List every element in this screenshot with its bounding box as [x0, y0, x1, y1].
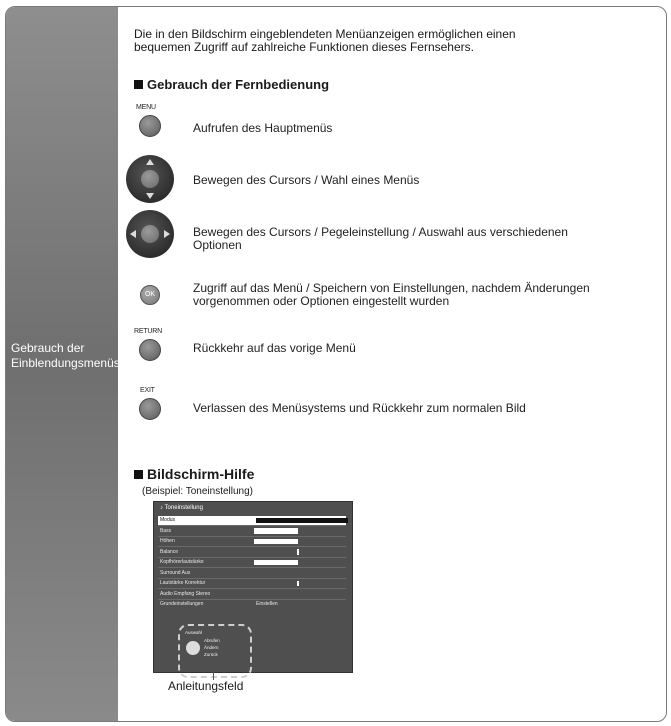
intro-line1: Die in den Bildschirm eingeblendeten Menüanzeigen ermöglichen einen	[134, 27, 516, 41]
dpad-leftright-line1: Bewegen des Cursors / Pegeleinstellung / Auswahl aus verschiedenen	[193, 225, 568, 239]
dpad-up-down-icon	[126, 155, 174, 203]
exit-button-label: EXIT	[140, 387, 155, 394]
exit-button-icon	[139, 398, 161, 420]
guide-line: Ändern	[204, 645, 219, 650]
tv-row-label: Höhen	[160, 538, 175, 544]
sidebar-title-line2: Einblendungsmenüs	[11, 356, 120, 370]
section-title: Gebrauch der Fernbedienung	[147, 77, 330, 92]
guide-box	[178, 624, 252, 678]
tv-row-grundeinstellungen	[158, 600, 346, 609]
tv-screen-example	[153, 501, 353, 673]
exit-description: Verlassen des Menüsystems und Rückkehr zum normalen Bild	[193, 401, 526, 415]
tv-row-value-bar	[256, 518, 348, 524]
tv-level-bar	[254, 528, 298, 534]
ok-line1: Zugriff auf das Menü / Speichern von Einstellungen, nachdem Änderungen	[193, 281, 590, 295]
tv-row-modus	[158, 516, 346, 525]
tv-balance-marker	[297, 549, 299, 555]
section-heading-help	[134, 466, 254, 482]
guide-line: Zurück	[204, 652, 218, 657]
tv-row-kopfhoerer	[158, 558, 346, 567]
tv-row-hoehen	[158, 537, 346, 546]
intro-text	[134, 28, 614, 54]
dpad-leftright-line2: Optionen	[193, 238, 242, 252]
tv-level-marker	[297, 581, 299, 587]
tv-menu-title: ♪ Toneinstellung	[160, 505, 203, 511]
dpad-updown-description: Bewegen des Cursors / Wahl eines Menüs	[193, 173, 420, 187]
tv-row-bass	[158, 527, 346, 536]
return-button-label: RETURN	[134, 328, 162, 335]
intro-line2: bequemen Zugriff auf zahlreiche Funktionen dieses Fernsehers.	[134, 40, 474, 54]
bullet-square-icon	[134, 470, 143, 479]
return-button-icon	[139, 339, 161, 361]
guide-line: Auswahl	[185, 630, 203, 635]
tv-row-surround	[158, 569, 346, 578]
menu-button-icon	[139, 115, 161, 137]
return-description: Rückkehr auf das vorige Menü	[193, 341, 356, 355]
section-heading-remote	[134, 77, 329, 92]
tv-row-value: Einstellen	[256, 601, 278, 607]
guide-caption: Anleitungsfeld	[168, 679, 244, 693]
tv-row-label: Bass	[160, 527, 172, 534]
tv-row-audio	[158, 590, 346, 599]
section-subtitle: (Beispiel: Toneinstellung)	[142, 486, 253, 497]
dpad-left-right-icon	[126, 210, 174, 258]
tv-row-lautstaerke	[158, 579, 346, 588]
tv-row-label: Surround Aus	[160, 569, 191, 576]
sidebar-title-line1: Gebrauch der	[11, 341, 85, 355]
tv-row-balance	[158, 548, 346, 557]
ok-button-icon: OK	[140, 285, 160, 305]
sidebar-title	[11, 341, 120, 371]
guide-line: Abrufen	[204, 638, 220, 643]
page-frame	[5, 6, 667, 722]
tv-row-label: Modus	[160, 517, 176, 523]
tv-row-label: Grundeinstellungen	[160, 601, 204, 607]
tv-row-label: Kopfhörerlautstärke	[160, 559, 204, 565]
section-title: Bildschirm-Hilfe	[147, 466, 255, 482]
sidebar	[6, 7, 118, 721]
ok-line2: vorgenommen oder Optionen eingestellt wurden	[193, 294, 450, 308]
tv-level-bar	[254, 560, 298, 566]
dpad-leftright-description	[193, 226, 568, 252]
tv-level-bar	[254, 539, 298, 545]
ok-description	[193, 282, 590, 308]
menu-description: Aufrufen des Hauptmenüs	[193, 121, 333, 135]
tv-row-label: Audio Empfang Stereo	[160, 590, 211, 597]
main-content	[118, 7, 666, 721]
tv-row-label: Lautstärke Korrektur	[160, 580, 206, 586]
bullet-square-icon	[134, 80, 143, 89]
menu-button-label: MENU	[136, 104, 156, 111]
tv-row-label: Balance	[160, 548, 179, 555]
guide-dpad-icon	[186, 641, 200, 655]
